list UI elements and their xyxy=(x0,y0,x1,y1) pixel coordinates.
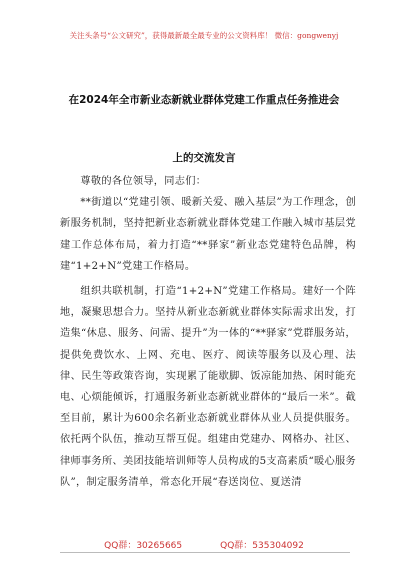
footer-qq-group-2: QQ群：535304092 xyxy=(220,541,304,551)
document-title-line-1: 在2024年全市新业态新就业群体党建工作重点任务推进会 xyxy=(68,94,340,106)
footer-qq-group-1: QQ群：30265665 xyxy=(104,541,183,551)
document-title-line-2: 上的交流发言 xyxy=(172,152,236,164)
paragraph-2: 组织共联机制，打造“1+2+N”党建工作格局。建好一个阵地，凝聚思想合力。坚持从新业态新就业群体实际需求出发，打造集“休息、服务、问需、提升”为一体的“**驿家”党群服务站，提供免费饮水、上网、充电、医疗、阅读等服务以及心理、法律、民生等政策咨询，实现累了能歇脚、饭凉能加热、闲时能充电、心烦能倾诉，打通服务新业态新就业群体的“最后一米”。截至目前，累计为600余名新业态新就业群体从业人员提供服务。依托两个队伍，推动互帮互促。组建由党建办、网格办、社区、律师事务所、美团技能培训师等人员构成的5支高素质“暖心服务队”，制定服务清单，常态化开展“春送岗位、夏送清 xyxy=(60,286,356,488)
salutation: 尊敬的各位领导，同志们： xyxy=(80,176,207,187)
document-body xyxy=(60,171,356,493)
paragraph-1: **街道以“党建引领、暖新关爱、融入基层”为工作理念，创新服务机制，坚持把新业态新就业群体党建工作融入城市基层党建工作总体布局，着力打造“**驿家”新业态党建特色品牌，构建“1+2+N”党建工作格局。 xyxy=(60,197,356,272)
footer xyxy=(0,538,408,551)
footer-rule xyxy=(60,552,350,553)
top-banner: 关注头条号“公文研究”，获得最新最全最专业的公文资料库！ 微信：gongwenyj xyxy=(69,31,339,40)
